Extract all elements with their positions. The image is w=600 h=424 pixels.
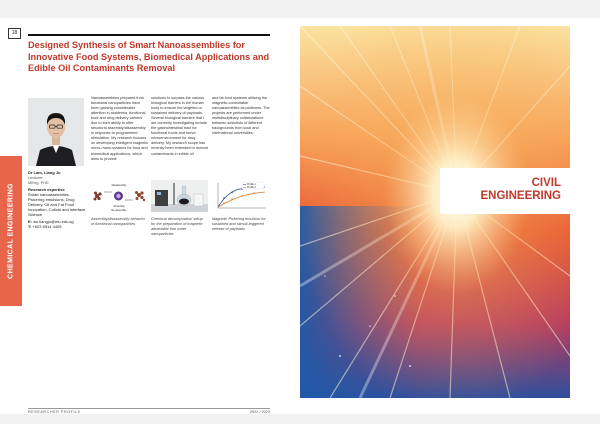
- footer-right: 2022 / 2023: [249, 410, 270, 414]
- body-column-3: and fat food systems utilizing the magnetic-controllable nanoassemblies as platforms. The projects are performed under multidisciplinary collaborations between scientists of different backgrounds from local and international universities.: [212, 96, 270, 136]
- phone-line: [28, 224, 86, 229]
- footer-left: RESEARCHER PROFILE: [28, 410, 81, 414]
- assembly-figure: [91, 180, 148, 212]
- researcher-role: Lecturer: [28, 175, 43, 180]
- email-label: E:: [28, 219, 32, 224]
- lab-setup-photo: [151, 180, 208, 212]
- body-column-2: solutions to surpass the various biological barriers in the human body to ensure the targeted or sustained delivery of payloads. Several biological barriers that I am currently investigating include the gastrointestinal tract for functional foods and tumor microenvironment for drug delivery. My research scope has recently been extended to remove contaminants in edible oil: [151, 96, 209, 156]
- figure-caption-1: Assembly/disassembly behavior of functional nanoparticles: [91, 217, 146, 226]
- researcher-degree: MEng, PhD: [28, 180, 49, 185]
- profile-photo: [28, 98, 84, 166]
- research-expertise: Smart nanoassemblies, Pickering emulsions, Drug Delivery, Oil and Fat Food Innovation, Colloid and Interface Science: [28, 192, 86, 217]
- section-tab-label: CHEMICAL ENGINEERING: [7, 183, 15, 279]
- phone-label: T:: [28, 224, 32, 229]
- section-tab: [0, 156, 22, 306]
- top-rule: [28, 34, 270, 36]
- fig3-legend-2: Profile 2: [247, 186, 256, 190]
- hero-label-box: [440, 168, 570, 214]
- release-profile-chart: [212, 180, 269, 212]
- hero-label-line-2: ENGINEERING: [480, 189, 561, 202]
- phone-number: +603 9514 4405: [32, 224, 62, 229]
- fig1-label-disassembly: Disassembly: [111, 184, 127, 187]
- page-number: 18: [8, 28, 21, 39]
- hero-image: [300, 26, 570, 398]
- article-title: Designed Synthesis of Smart Nanoassemblies for Innovative Food Systems, Biomedical Applications and Edible Oil Contaminants Removal: [28, 40, 270, 73]
- right-page: [300, 18, 600, 414]
- fig1-label-reassembly: Re-assembly: [111, 209, 127, 212]
- footer-rule: [28, 408, 270, 409]
- profile-block: [28, 170, 86, 229]
- figure-caption-2: Chemical decomposition setup for the preparation of magnetic attractable iron oxide nanoparticles: [151, 217, 203, 236]
- fig3-legend-1: Profile 1: [247, 183, 256, 187]
- researcher-name: Dr Lam, Liang Ju: [28, 170, 61, 175]
- left-page: [0, 18, 300, 414]
- body-column-1: Nanoassemblies prepared from functional nanoparticles have been gaining considerable attention in academia, functional food and drug delivery carriers due to their ability to offer structural assembly/disassembly in response to programmed stimulation. My research focuses on developing intelligent magnetic micro-/nano-systems for food and biomedical applications, which aims to provide: [91, 96, 149, 161]
- hero-label-line-1: CIVIL: [531, 177, 561, 189]
- fig1-label-assembly: Assembly: [113, 205, 125, 208]
- research-heading: Research expertise: [28, 187, 65, 192]
- figure-caption-3: Magnetic Pickering emulsion for sustained and stimuli-triggered release of payloads: [212, 217, 266, 231]
- email-address[interactable]: wu.liangju@ntu.edu.sg: [33, 219, 74, 224]
